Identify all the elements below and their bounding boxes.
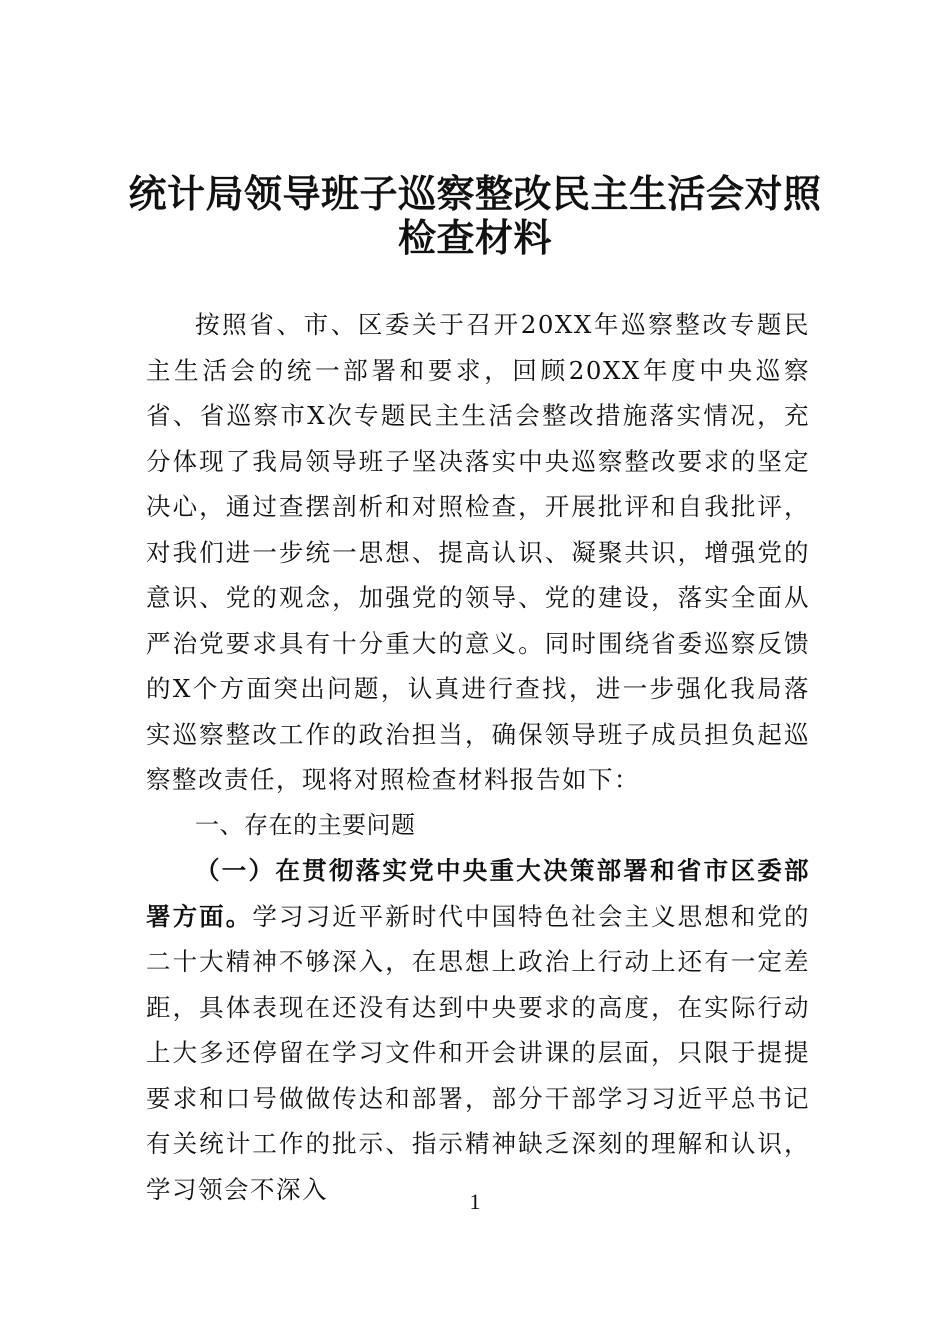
intro-paragraph: 按照省、市、区委关于召开20XX年巡察整改专题民主生活会的统一部署和要求，回顾20XX年度中央巡察省、省巡察市X次专题民主生活会整改措施落实情况，充分体现了我局领导班子坚决落实中央巡察整改要求的坚定决心，通过查摆剖析和对照检查，开展批评和自我批评，对我们进一步统一思想、提高认识、凝聚共识，增强党的意识、党的观念，加强党的领导、党的建设，落实全面从严治党要求具有十分重大的意义。同时围绕省委巡察反馈的X个方面突出问题，认真进行查找，进一步强化我局落实巡察整改工作的政治担当，确保领导班子成员担负起巡察整改责任，现将对照检查材料报告如下： [146,310,810,794]
document-title-line-1: 统计局领导班子巡察整改民主生活会对照 [128,171,822,216]
document-body [146,302,810,1212]
subsection-heading-1: （一）在贯彻落实党中央重大决策部署和省市区委部署方面。 [146,856,810,931]
subsection-text-1: 学习习近平新时代中国特色社会主义思想和党的二十大精神不够深入，在思想上政治上行动上还有一定差距，具体表现在还没有达到中央要求的高度，在实际行动上大多还停留在学习文件和开会讲课的层面，只限于提提要求和口号做做传达和部署，部分干部学习习近平总书记有关统计工作的批示、指示精神缺乏深刻的理解和认识，学习领会不深入 [146,901,811,1204]
document-title-line-2: 检查材料 [397,215,552,260]
page-number: 1 [469,1189,481,1214]
subsection-paragraph-1 [146,848,810,1212]
section-heading-1: 一、存在的主要问题 [195,810,416,839]
